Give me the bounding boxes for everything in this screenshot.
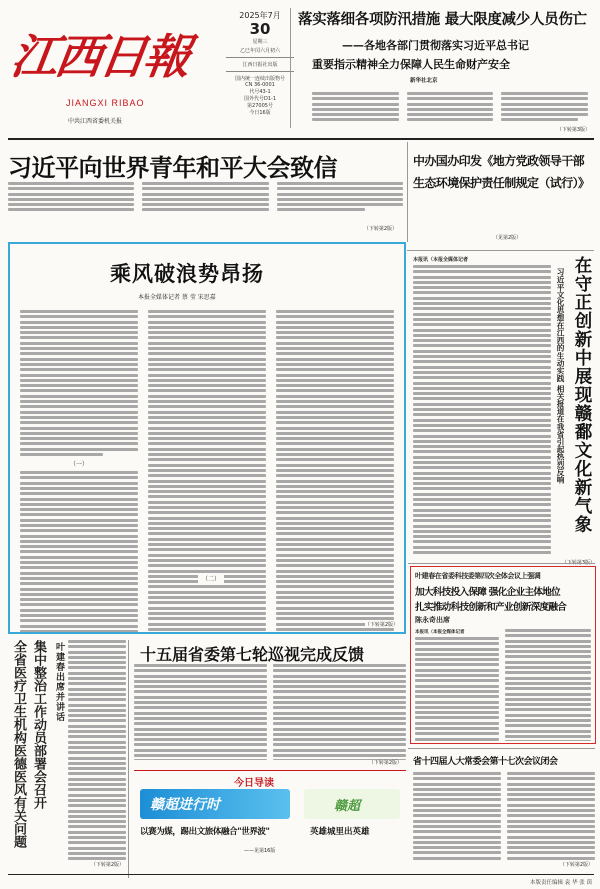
main-headline: 习近平向世界青年和平大会致信	[8, 154, 337, 182]
issue-line-7: 今日16版	[249, 110, 271, 116]
masthead-pinyin: JIANGXI RIBAO	[66, 98, 145, 108]
date-lunar: 乙巳年闰六月初六	[239, 48, 280, 54]
date-panel	[220, 10, 300, 122]
feature-part-one: （一）	[69, 461, 88, 469]
left-bottom-more: （下转第2版）	[90, 862, 124, 868]
guide-banner-left	[140, 789, 290, 819]
left-bottom-vertical-1: 全省医疗卫生机构医德医风有关问题	[11, 640, 26, 848]
date-year-month: 2025年7月	[239, 11, 281, 20]
top-story-more: （下转第3版）	[556, 127, 590, 133]
guide-headline-left: 以赛为媒，踢出文旅体融合"世界波"	[140, 827, 270, 837]
xunshi-more: （下转第2版）	[368, 760, 402, 766]
feature-headline: 乘风破浪势昂扬	[110, 262, 264, 286]
bottom-right-story	[413, 752, 595, 870]
red-box-headline-2: 扎实推动科技创新和产业创新深度融合	[415, 602, 567, 613]
bottom-right-more: （下转第2版）	[559, 862, 593, 868]
guide-headline-right: 英雄城里出英雄	[310, 827, 370, 837]
top-story-subhead-1: ——各地各部门贯彻落实习近平总书记	[342, 39, 529, 52]
guide-banner-left-text: 赣超进行时	[150, 797, 220, 813]
issue-line-6: 第27005号	[247, 103, 273, 109]
date-day: 30	[249, 20, 271, 38]
logo: 江西日報	[7, 30, 192, 85]
right-vertical-headline: 在守正创新中展现赣鄱文化新气象	[572, 256, 592, 534]
left-bottom-vertical-2: 集中整治工作动员部署会召开	[31, 640, 46, 809]
top-story-headline: 落实落细各项防汛措施 最大限度减少人员伤亡	[298, 12, 587, 28]
today-guide	[134, 770, 406, 870]
red-box-story	[410, 566, 596, 744]
right-top-headline-2: 生态环境保护责任制规定（试行）》	[413, 176, 590, 190]
feature-byline: 本报全媒体记者 蔡 莹 宋思嘉	[138, 294, 216, 301]
feature-box	[8, 242, 406, 634]
issue-line-2: 国内统一连续出版物号	[234, 76, 285, 82]
footer-editor: 本版责任编辑 袁 华 张 茵	[530, 880, 592, 886]
red-box-kicker: 叶建春在省委科技委第四次全体会议上强调	[415, 572, 541, 580]
xunshi-story	[134, 638, 406, 766]
guide-banner-right-text: 赣超	[334, 799, 361, 814]
guide-banner-right	[304, 789, 400, 819]
date-weekday: 星期三	[252, 39, 268, 45]
issue-line-4: 代号43-1	[249, 89, 271, 95]
issue-line-1: 江西日报社出版	[242, 62, 278, 68]
main-story-more: （下转第2版）	[363, 226, 397, 232]
masthead-publisher: 中共江西省委机关报	[68, 118, 123, 125]
right-vertical-story	[413, 256, 595, 560]
right-vertical-subhead: 习近平文化思想在江西的生动实践 相关报道在我省引起热烈反响	[556, 268, 565, 484]
masthead	[8, 6, 308, 126]
right-top-more: （见第2版）	[493, 235, 522, 241]
guide-page-ref: ——见第16版	[244, 848, 276, 854]
red-box-attendee: 陈永奇出席	[415, 616, 450, 624]
bottom-right-headline: 省十四届人大常委会第十七次会议闭会	[413, 757, 558, 767]
red-box-headline-1: 加大科技投入保障 强化企业主体地位	[415, 587, 560, 598]
issue-line-5: 国外代号D1-1	[243, 96, 277, 102]
xunshi-headline: 十五届省委第七轮巡视完成反馈	[140, 645, 365, 664]
issue-line-3: CN 36-0001	[245, 82, 275, 88]
right-vertical-byline: 本报讯（本报全媒体记者	[413, 257, 469, 263]
right-top-headline-1: 中办国办印发《地方党政领导干部	[413, 154, 585, 168]
top-story	[298, 8, 594, 133]
right-top-story	[413, 152, 595, 248]
guide-title: 今日导读	[234, 778, 274, 789]
left-bottom-story	[8, 640, 126, 870]
top-story-source: 新华社北京	[410, 78, 438, 84]
feature-more: （下转第2版）	[364, 622, 398, 628]
red-box-byline: 本报讯（本报全媒体记者	[415, 630, 465, 635]
left-bottom-vertical-3: 叶建春出席并讲话	[54, 642, 64, 722]
top-story-subhead-2: 重要指示精神全力保障人民生命财产安全	[312, 58, 510, 71]
feature-part-two: （二）	[198, 574, 224, 583]
main-story	[8, 142, 403, 232]
